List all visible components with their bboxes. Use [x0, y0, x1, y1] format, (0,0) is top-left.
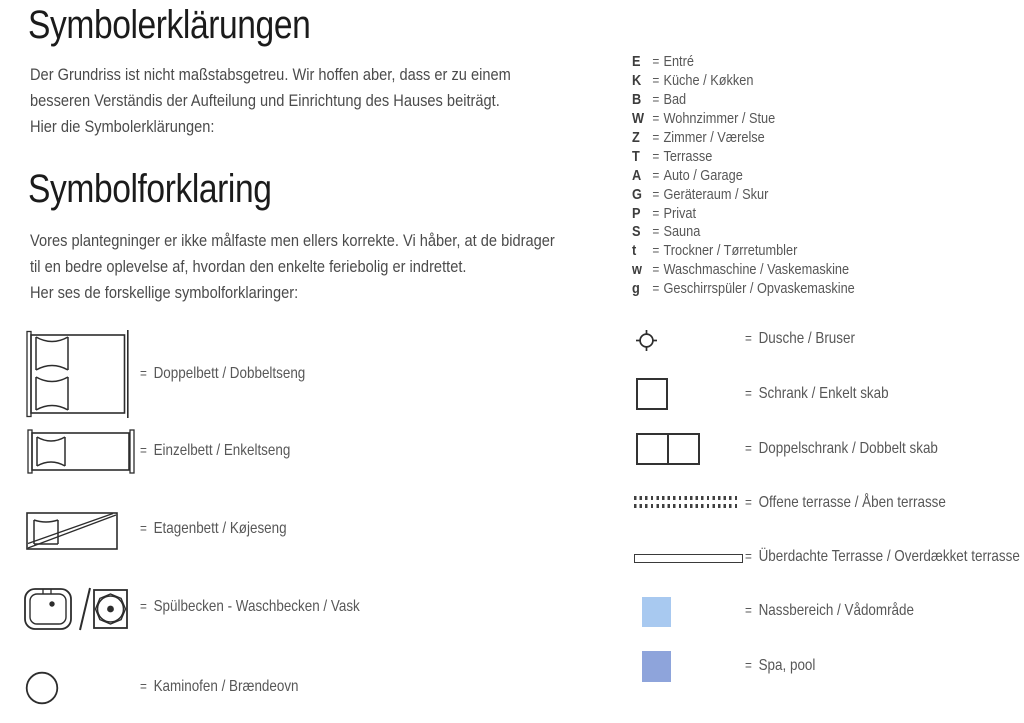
abbreviation-row — [632, 72, 855, 91]
equals-sign: = — [745, 385, 752, 401]
intro-danish-line: Vores plantegninger er ikke målfaste men ellers korrekte. Vi håber, at de bidrager — [30, 231, 555, 250]
abbr-letter: T — [632, 147, 640, 165]
equals-sign: = — [745, 657, 752, 673]
abbr-label: Sauna — [663, 223, 701, 241]
equals-sign: = — [652, 71, 660, 88]
legend-row-bunk-bed — [140, 520, 287, 538]
equals-sign: = — [745, 440, 752, 456]
legend-label: Etagenbett / Køjeseng — [153, 520, 287, 537]
equals-sign: = — [745, 494, 752, 510]
abbr-letter: K — [632, 71, 642, 89]
intro-german-line: besseren Verständis der Aufteilung und Einrichtung des Hauses beiträgt. — [30, 91, 500, 110]
page-title-german: Symbolerklärungen — [28, 3, 311, 47]
legend-label: Kaminofen / Brændeovn — [153, 678, 299, 695]
equals-sign: = — [652, 109, 660, 126]
equals-sign: = — [652, 223, 660, 240]
abbr-letter: B — [632, 90, 642, 108]
shower-icon — [634, 328, 659, 353]
abbr-label: Geräteraum / Skur — [663, 185, 769, 203]
intro-german-line: Hier die Symbolerklärungen: — [30, 117, 215, 136]
legend-label: Spülbecken - Waschbecken / Vask — [153, 598, 360, 615]
double-bed-icon — [26, 330, 130, 418]
equals-sign: = — [652, 280, 660, 297]
legend-label: Einzelbett / Enkeltseng — [153, 442, 291, 459]
legend-row-spa-pool — [745, 657, 815, 675]
abbr-label: Wohnzimmer / Stue — [663, 109, 776, 127]
abbreviation-row — [632, 91, 855, 110]
legend-row-double-bed — [140, 365, 305, 383]
abbreviation-row — [632, 148, 855, 167]
legend-label: Nassbereich / Vådområde — [758, 602, 914, 619]
equals-sign: = — [140, 365, 147, 381]
abbr-letter: g — [632, 280, 640, 298]
abbr-letter: w — [632, 261, 642, 279]
equals-sign: = — [140, 598, 147, 614]
intro-paragraph-german — [30, 62, 511, 140]
legend-row-single-closet — [745, 385, 889, 403]
legend-row-single-bed — [140, 442, 290, 460]
legend-row-wet-area — [745, 602, 914, 620]
abbr-label: Entré — [663, 53, 694, 70]
sink-icon — [24, 586, 128, 632]
legend-label: Schrank / Enkelt skab — [758, 385, 889, 402]
abbreviation-row — [632, 242, 855, 261]
equals-sign: = — [745, 330, 752, 346]
equals-sign: = — [652, 128, 660, 145]
equals-sign: = — [745, 602, 752, 618]
abbr-letter: t — [632, 242, 637, 260]
abbr-letter: P — [632, 204, 641, 222]
intro-danish-line: Her ses de forskellige symbolforklaringer: — [30, 283, 299, 302]
equals-sign: = — [652, 204, 660, 221]
abbr-label: Auto / Garage — [663, 166, 743, 184]
legend-label: Spa, pool — [758, 657, 816, 674]
abbreviation-row — [632, 53, 855, 72]
legend-label: Doppelbett / Dobbeltseng — [153, 365, 306, 382]
abbr-label: Waschmaschine / Vaskemaskine — [663, 261, 850, 279]
legend-row-covered-terrace — [745, 548, 1020, 566]
abbreviation-row — [632, 186, 855, 205]
equals-sign: = — [140, 678, 147, 694]
wood-stove-icon — [25, 671, 59, 705]
abbr-letter: W — [632, 109, 645, 127]
abbr-letter: A — [632, 166, 642, 184]
wet-area-swatch — [642, 597, 671, 627]
abbr-letter: E — [632, 53, 641, 70]
page-title-danish: Symbolforklaring — [28, 167, 272, 211]
equals-sign: = — [652, 53, 660, 69]
covered-terrace-icon — [634, 554, 743, 563]
intro-danish-line: til en bedre oplevelse af, hvordan den enkelte feriebolig er indrettet. — [30, 257, 467, 276]
legend-row-double-closet — [745, 440, 938, 458]
abbr-label: Terrasse — [663, 147, 713, 165]
bunk-bed-icon — [26, 511, 118, 551]
equals-sign: = — [652, 185, 660, 202]
equals-sign: = — [140, 520, 147, 536]
equals-sign: = — [652, 147, 660, 164]
equals-sign: = — [652, 261, 660, 278]
abbr-label: Küche / Køkken — [663, 71, 754, 89]
legend-row-open-terrace — [745, 494, 946, 512]
legend-row-sink — [140, 598, 360, 616]
abbr-label: Bad — [663, 90, 687, 108]
single-closet-icon — [636, 378, 668, 410]
legend-label: Überdachte Terrasse / Overdækket terrasse — [758, 548, 1020, 565]
spa-pool-swatch — [642, 651, 671, 682]
equals-sign: = — [652, 90, 660, 107]
abbr-letter: S — [632, 223, 641, 241]
legend-row-wood-stove — [140, 678, 299, 696]
legend-label: Doppelschrank / Dobbelt skab — [758, 440, 938, 457]
equals-sign: = — [652, 166, 660, 183]
abbreviation-row — [632, 167, 855, 186]
intro-german-line: Der Grundriss ist nicht maßstabsgetreu. Wir hoffen aber, dass er zu einem — [30, 65, 511, 84]
abbr-label: Trockner / Tørretumbler — [663, 242, 798, 260]
legend-label: Dusche / Bruser — [758, 330, 855, 347]
single-bed-icon — [27, 429, 135, 474]
abbreviation-row — [632, 110, 855, 129]
abbr-letter: G — [632, 185, 642, 203]
equals-sign: = — [745, 548, 752, 564]
abbreviation-row — [632, 280, 855, 299]
equals-sign: = — [652, 242, 660, 259]
abbreviation-row — [632, 129, 855, 148]
abbr-label: Privat — [663, 204, 697, 222]
open-terrace-icon — [634, 496, 740, 512]
abbr-label: Zimmer / Værelse — [663, 128, 765, 146]
legend-label: Offene terrasse / Åben terrasse — [758, 494, 946, 511]
abbr-label: Geschirrspüler / Opvaskemaskine — [663, 280, 855, 298]
double-closet-icon — [636, 433, 700, 465]
abbr-letter: Z — [632, 128, 640, 146]
intro-paragraph-danish — [30, 228, 555, 306]
legend-row-shower — [745, 330, 855, 348]
abbreviation-list — [632, 53, 894, 299]
abbreviation-row — [632, 205, 855, 224]
abbreviation-row — [632, 223, 855, 242]
equals-sign: = — [140, 442, 147, 458]
abbreviation-row — [632, 261, 855, 280]
